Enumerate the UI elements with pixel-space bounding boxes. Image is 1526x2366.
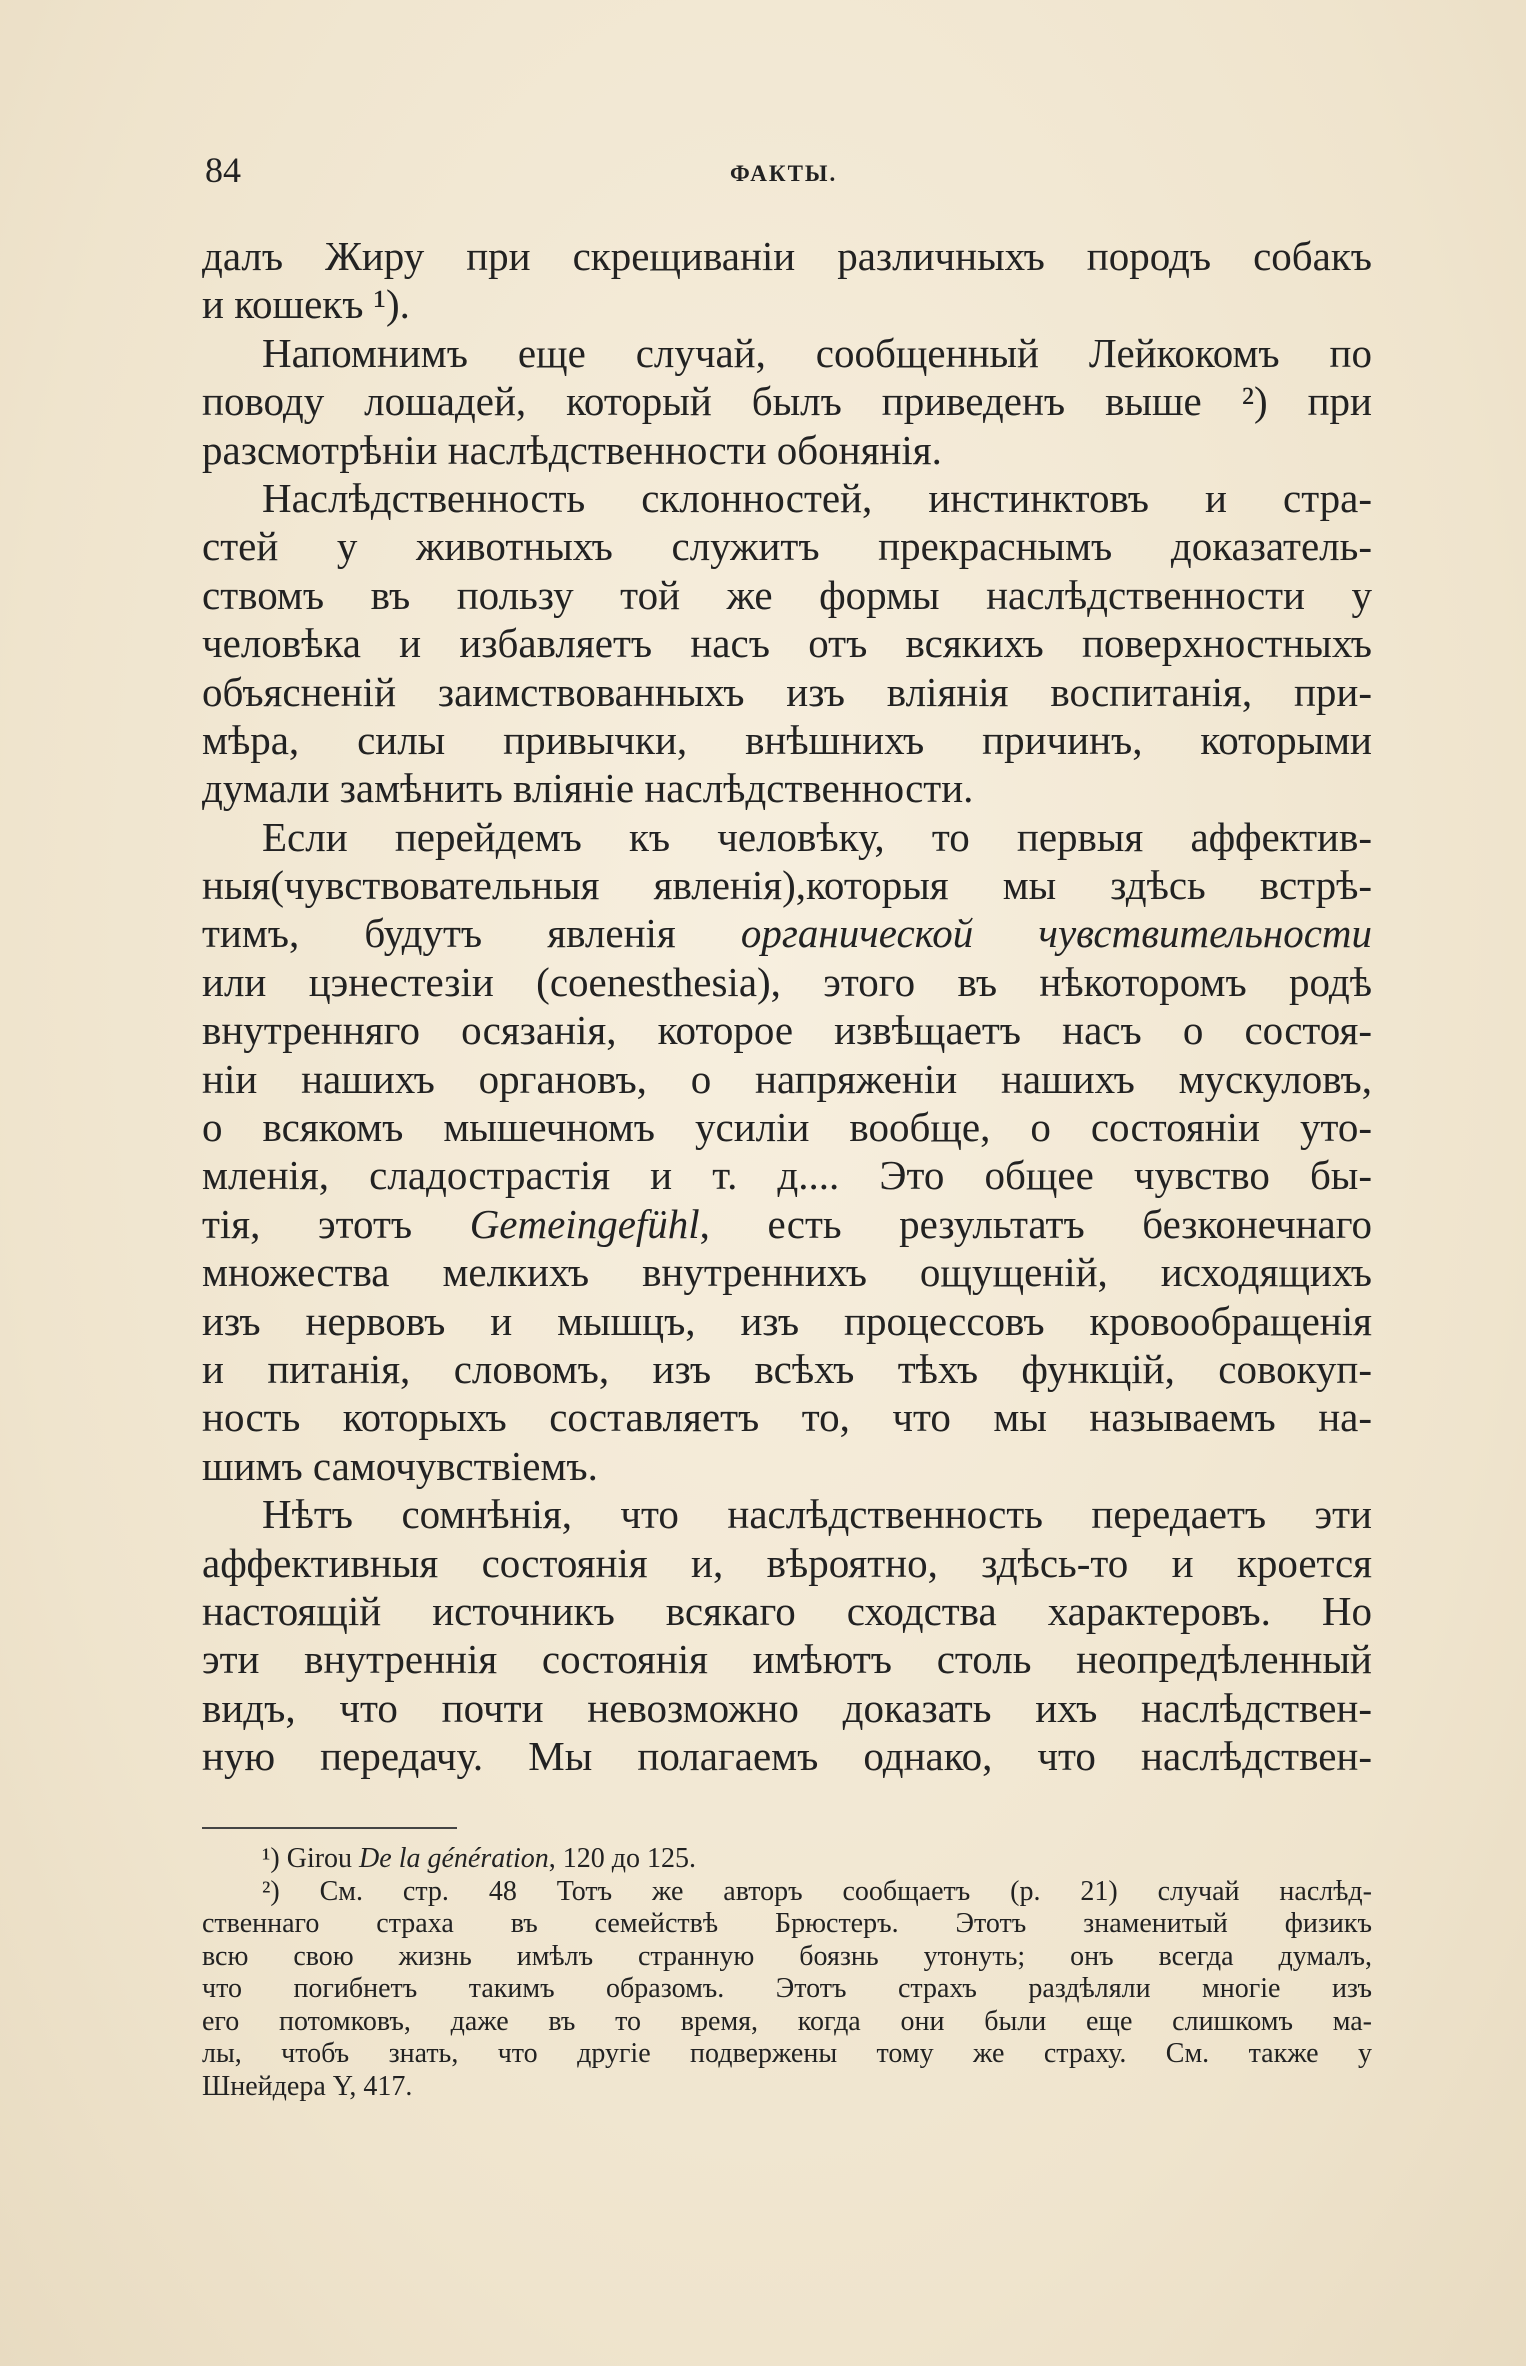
text-line: стей у животныхъ служитъ прекраснымъ доказатель-: [202, 523, 1372, 570]
footnotes: [202, 1843, 1372, 2103]
footnote-2-line: [202, 1876, 1372, 1909]
italic-term: Gemeingefühl: [469, 1200, 700, 1247]
text-line: разсмотрѣніи наслѣдственности обонянія.: [202, 426, 942, 473]
footnote-2-line: что погибнетъ такимъ образомъ. Этотъ страхъ раздѣляли многіе изъ: [202, 1973, 1372, 2004]
text-line: ныя(чувствовательныя явленія),которыя мы здѣсь встрѣ-: [202, 862, 1372, 909]
text-segment: , есть результатъ безконечнаго: [699, 1200, 1372, 1247]
running-head: ФАКТЫ.: [730, 161, 838, 186]
text-segment: тимъ, будутъ явленія: [202, 910, 741, 957]
text-line: о всякомъ мышечномъ усиліи вообще, о состояніи уто-: [202, 1104, 1372, 1151]
text-line: мленія, сладострастія и т. д.... Это общее чувство бы-: [202, 1152, 1372, 1199]
footnote-2-line: Шнейдера Y, 417.: [202, 2070, 413, 2102]
text-line: Нѣтъ сомнѣнія, что наслѣдственность передаетъ эти: [262, 1491, 1372, 1538]
text-line: думали замѣнить вліяніе наслѣдственности.: [202, 765, 974, 812]
text-line: или цэнестезіи (coenesthesia), этого въ нѣкоторомъ родѣ: [202, 958, 1372, 1005]
text-line: внутренняго осязанія, которое извѣщаетъ насъ о состоя-: [202, 1007, 1372, 1054]
footnote-text: Girou: [286, 1843, 360, 1874]
text-line: и питанія, словомъ, изъ всѣхъ тѣхъ функцій, совокуп-: [202, 1345, 1372, 1392]
paragraph-2: [202, 329, 1372, 474]
paragraph-5: [202, 1490, 1372, 1780]
text-line: видъ, что почти невозможно доказать ихъ наслѣдствен-: [202, 1684, 1372, 1731]
page-header: [205, 146, 1365, 196]
text-line: Если перейдемъ къ человѣку, то первыя аффектив-: [262, 813, 1372, 860]
footnote-text: , 120 до 125.: [548, 1843, 697, 1874]
text-line: ніи нашихъ органовъ, о напряженіи нашихъ мускуловъ,: [202, 1055, 1372, 1102]
text-line: ность которыхъ составляетъ то, что мы называемъ на-: [202, 1394, 1372, 1441]
text-line: человѣка и избавляетъ насъ отъ всякихъ поверхностныхъ: [202, 620, 1372, 667]
text-line: настоящій источникъ всякаго сходства характеровъ. Но: [202, 1587, 1372, 1634]
text-line: [202, 1200, 1372, 1248]
footnote-title: De la génération: [359, 1843, 549, 1874]
footnote-2-line: его потомковъ, даже въ то время, когда они были еще слишкомъ ма-: [202, 2005, 1372, 2037]
text-line: эти внутреннія состоянія имѣютъ столь неопредѣленный: [202, 1636, 1372, 1683]
footnote-2-line: лы, чтобъ знать, что другіе подвержены тому же страху. См. также у: [202, 2038, 1372, 2069]
text-line: шимъ самочувствіемъ.: [202, 1442, 598, 1489]
text-line: и кошекъ ¹).: [202, 281, 410, 328]
text-line: изъ нервовъ и мышцъ, изъ процессовъ кровообращенія: [202, 1297, 1372, 1344]
paragraph-4: [202, 813, 1372, 1490]
text-line: поводу лошадей, который былъ приведенъ выше ²) при: [202, 378, 1372, 425]
text-segment: тія, этотъ: [202, 1200, 470, 1247]
footnote-marker: ²): [262, 1875, 280, 1907]
footnote-2-line: ственнаго страха въ семействѣ Брюстеръ. Этотъ знаменитый физикъ: [202, 1908, 1372, 1939]
footnote-marker: ¹): [262, 1843, 280, 1874]
paragraph-1: [202, 232, 1372, 329]
text-line: объясненій заимствованныхъ изъ вліянія воспитанія, при-: [202, 668, 1372, 715]
text-line: [202, 909, 1372, 957]
text-line: ную передачу. Мы полагаемъ однако, что наслѣдствен-: [202, 1733, 1372, 1780]
text-line: Напомнимъ еще случай, сообщенный Лейкокомъ по: [262, 329, 1372, 376]
text-line: далъ Жиру при скрещиваніи различныхъ породъ собакъ: [202, 233, 1372, 279]
text-line: аффективныя состоянія и, вѣроятно, здѣсь-то и кроется: [202, 1539, 1372, 1586]
footnote-2-line: всю свою жизнь имѣлъ странную боязнь утонуть; онъ всегда думалъ,: [202, 1940, 1372, 1972]
text-line: мѣра, силы привычки, внѣшнихъ причинъ, которыми: [202, 716, 1372, 763]
body-text: [202, 232, 1372, 1781]
text-line: множества мелкихъ внутреннихъ ощущеній, исходящихъ: [202, 1249, 1372, 1296]
italic-term: органической чувствительности: [740, 910, 1372, 957]
text-line: Наслѣдственность склонностей, инстинктовъ и стра-: [262, 474, 1372, 521]
footnote-rule: [202, 1827, 457, 1829]
text-line: ствомъ въ пользу той же формы наслѣдственности у: [202, 571, 1372, 618]
footnote-1: [202, 1843, 1372, 1876]
paragraph-3: [202, 474, 1372, 813]
page-number: 84: [205, 150, 241, 190]
footnote-text: См. стр. 48 Тотъ же авторъ сообщаетъ (р. 21) случай наслѣд-: [319, 1875, 1372, 1907]
